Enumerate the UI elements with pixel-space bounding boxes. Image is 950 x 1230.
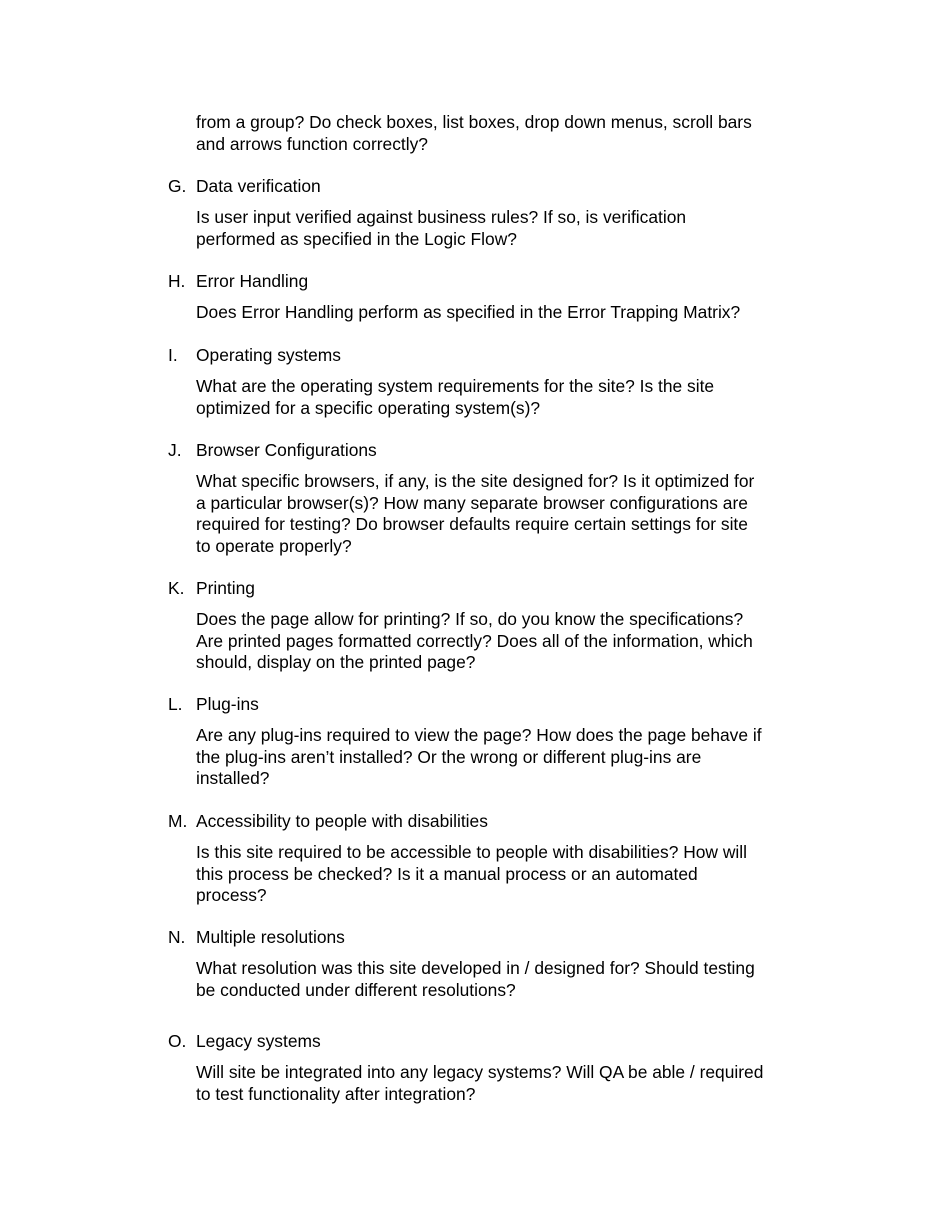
section-letter: H. [168, 271, 186, 291]
section-body: Is user input verified against business rules? If so, is verification performed as specified in the Logic Flow? [196, 207, 687, 249]
section-g [0, 176, 950, 249]
section-body: Is this site required to be accessible to people with disabilities? How will this process be checked? Is it a manual process or an automated process? [196, 842, 747, 906]
section-body: What resolution was this site developed in / designed for? Should testing be conducted under different resolutions? [196, 958, 755, 1000]
section-body: Are any plug-ins required to view the page? How does the page behave if the plug-ins aren’t installed? Or the wrong or different plug-ins are installed? [196, 725, 762, 789]
section-title: Printing [196, 578, 255, 598]
section-heading [0, 440, 950, 462]
section-letter: G. [168, 176, 187, 196]
section-heading [0, 927, 950, 949]
section-h [0, 271, 950, 322]
section-body: Does Error Handling perform as specified in the Error Trapping Matrix? [196, 302, 741, 322]
section-body: What are the operating system requirements for the site? Is the site optimized for a specific operating system(s)? [196, 376, 715, 418]
section-heading [0, 1031, 950, 1053]
section-title: Legacy systems [196, 1031, 321, 1051]
section-body: Does the page allow for printing? If so, do you know the specifications? Are printed pages formatted correctly? Does all of the information, which should, display on the printed page? [196, 609, 753, 673]
section-letter: L. [168, 694, 183, 714]
section-title: Browser Configurations [196, 440, 377, 460]
section-n [0, 927, 950, 1000]
section-l [0, 694, 950, 789]
section-body: What specific browsers, if any, is the site designed for? Is it optimized for a particular browser(s)? How many separate browser configurations are required for testing? Do browser defaults require certain settings for site to operate properly? [196, 471, 755, 557]
continuation-paragraph: from a group? Do check boxes, list boxes, drop down menus, scroll bars and arrows function correctly? [196, 112, 752, 154]
section-k [0, 578, 950, 673]
section-letter: J. [168, 440, 182, 460]
section-title: Plug-ins [196, 694, 259, 714]
section-heading [0, 811, 950, 833]
section-heading [0, 578, 950, 600]
section-letter: I. [168, 345, 178, 365]
section-title: Operating systems [196, 345, 341, 365]
section-j [0, 440, 950, 557]
section-title: Multiple resolutions [196, 927, 345, 947]
section-body: Will site be integrated into any legacy systems? Will QA be able / required to test functionality after integration? [196, 1062, 764, 1104]
section-letter: M. [168, 811, 188, 831]
section-letter: O. [168, 1031, 187, 1051]
section-heading [0, 176, 950, 198]
section-title: Accessibility to people with disabilities [196, 811, 488, 831]
section-m [0, 811, 950, 906]
section-letter: K. [168, 578, 185, 598]
section-i [0, 345, 950, 418]
section-letter: N. [168, 927, 186, 947]
section-heading [0, 694, 950, 716]
section-o [0, 1031, 950, 1104]
section-heading [0, 271, 950, 293]
section-heading [0, 345, 950, 367]
section-title: Error Handling [196, 271, 309, 291]
section-title: Data verification [196, 176, 321, 196]
